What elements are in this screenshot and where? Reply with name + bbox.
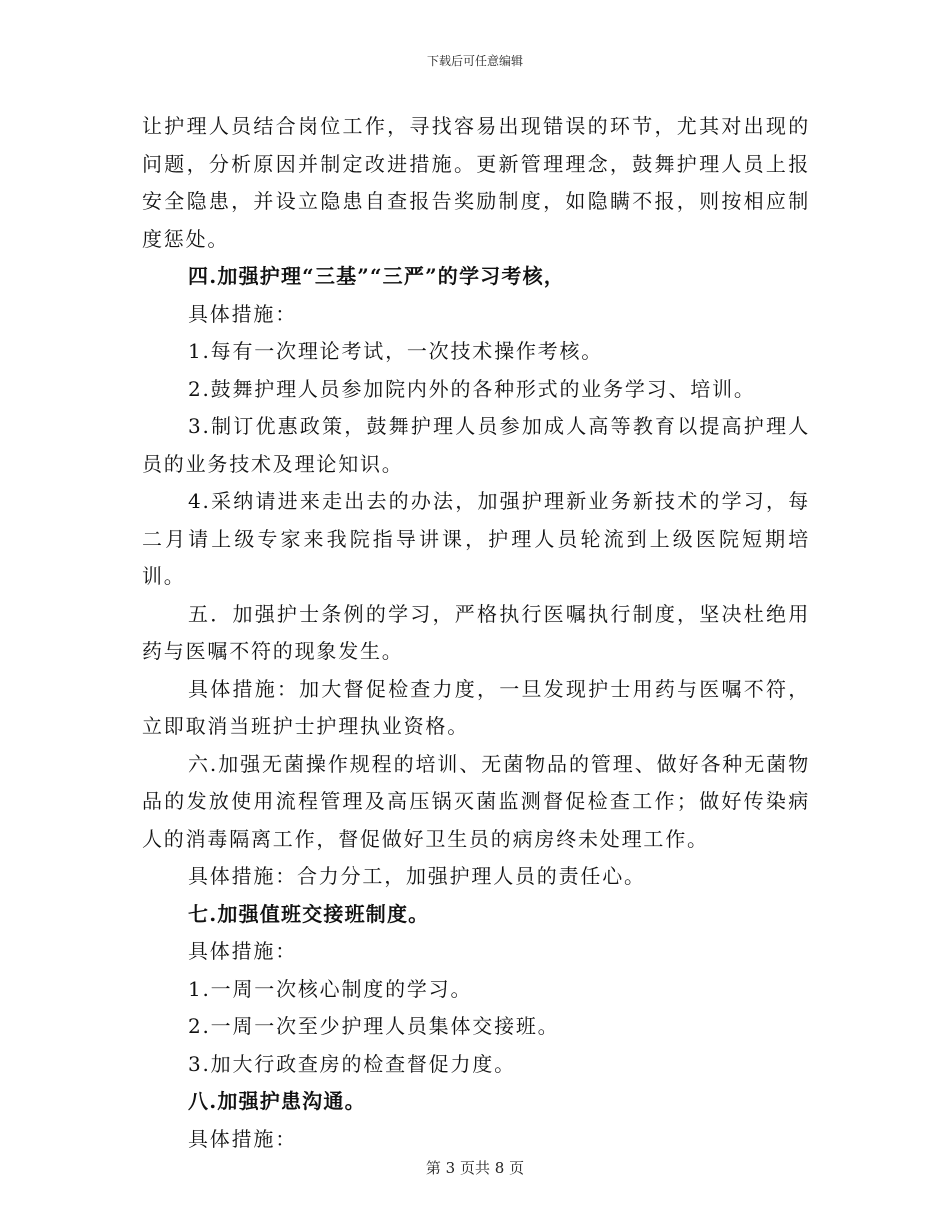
section-heading-8: 八.加强护患沟通。 bbox=[188, 1089, 366, 1113]
page-footer: 第 3 页共 8 页 bbox=[425, 1159, 525, 1177]
list-item: 3.加大行政查房的检查督促力度。 bbox=[188, 1051, 516, 1076]
list-item: 2.鼓舞护理人员参加院内外的各种形式的业务学习、培训。 bbox=[188, 376, 756, 401]
measures-label: 具体措施： bbox=[188, 939, 297, 963]
section-heading-7: 七.加强值班交接班制度。 bbox=[188, 901, 430, 926]
list-item: 1.每有一次理论考试，一次技术操作考核。 bbox=[188, 339, 604, 363]
paragraph-continuation: 让护理人员结合岗位工作，寻找容易出现错误的环节，尤其对出现的问题，分析原因并制定改进措施。更新管理理念，鼓舞护理人员上报安全隐患，并设立隐患自查报告奖励制度，如隐瞒不报，则按相应制度惩处。 bbox=[142, 114, 810, 251]
page-header: 下载后可任意编辑 bbox=[426, 54, 523, 68]
measures-label: 具体措施： bbox=[188, 1126, 297, 1151]
measures-label: 具体措施： bbox=[188, 301, 297, 326]
document-body bbox=[142, 108, 810, 1158]
section-heading-4: 四.加强护理“三基”“三严”的学习考核， bbox=[188, 264, 565, 288]
list-item: 4.采纳请进来走出去的办法，加强护理新业务新技术的学习，每二月请上级专家来我院指导讲课，护理人员轮流到上级医院短期培训。 bbox=[142, 489, 810, 588]
list-item: 3.制订优惠政策，鼓舞护理人员参加成人高等教育以提高护理人员的业务技术及理论知识。 bbox=[142, 414, 810, 476]
measures-paragraph: 具体措施：加大督促检查力度，一旦发现护士用药与医嘱不符，立即取消当班护士护理执业资格。 bbox=[142, 676, 810, 738]
measures-paragraph: 具体措施：合力分工，加强护理人员的责任心。 bbox=[188, 864, 646, 888]
list-item: 1.一周一次核心制度的学习。 bbox=[188, 976, 473, 1001]
list-item: 2.一周一次至少护理人员集体交接班。 bbox=[188, 1014, 560, 1038]
section-heading-6: 六.加强无菌操作规程的培训、无菌物品的管理、做好各种无菌物品的发放使用流程管理及高压锅灭菌监测督促检查工作；做好传染病人的消毒隔离工作，督促做好卫生员的病房终未处理工作。 bbox=[142, 751, 810, 851]
section-heading-5: 五．加强护士条例的学习，严格执行医嘱执行制度，坚决杜绝用药与医嘱不符的现象发生。 bbox=[142, 601, 810, 663]
